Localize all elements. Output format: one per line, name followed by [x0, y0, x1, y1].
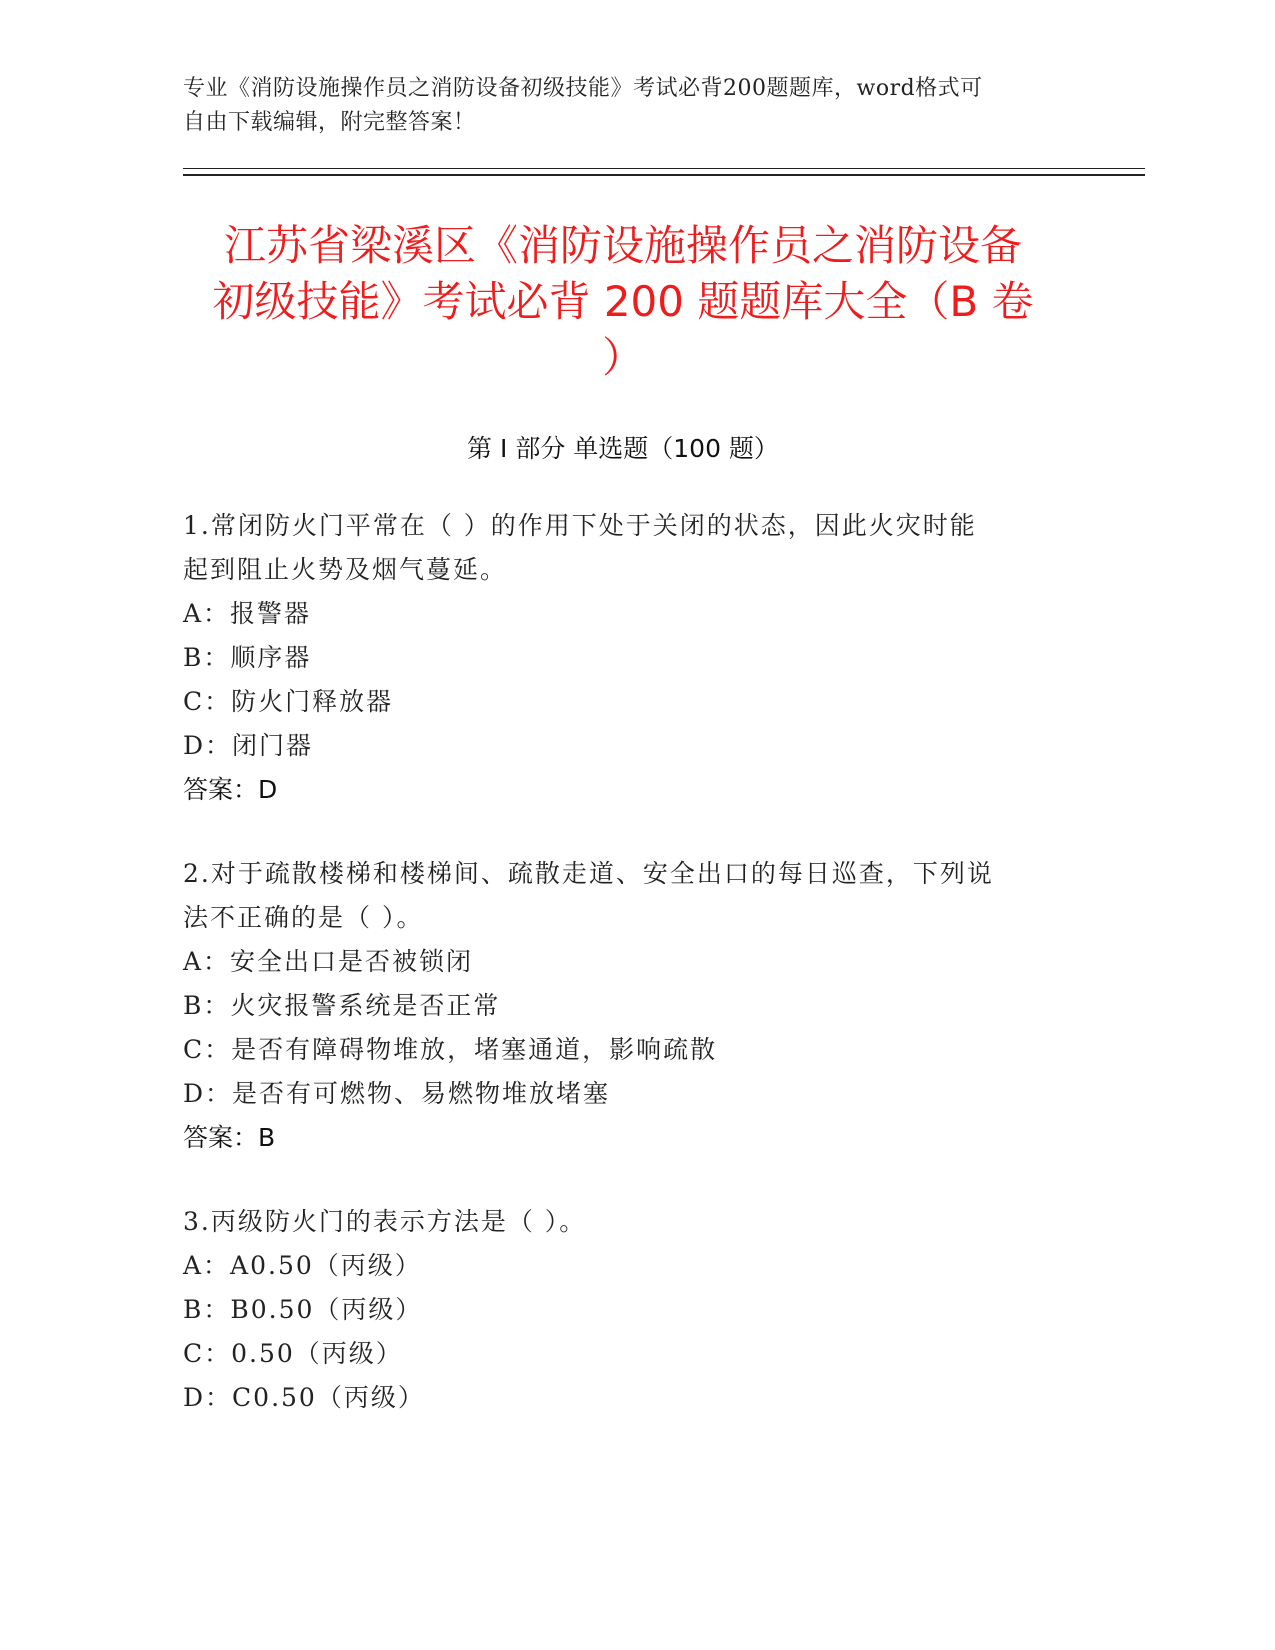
question-3: [183, 1200, 1083, 1420]
option-d: D：C0.50（丙级）: [183, 1383, 425, 1412]
option-a: A：安全出口是否被锁闭: [183, 947, 474, 976]
header-divider-thick: [183, 174, 1145, 176]
question-stem-line-1: 3.丙级防火门的表示方法是（ ）。: [183, 1207, 587, 1236]
question-1: [183, 504, 1083, 812]
document-title: [183, 218, 1063, 386]
title-line-3: ）: [601, 333, 644, 382]
option-d: D：闭门器: [183, 731, 314, 760]
header-note-line-1: 专业《消防设施操作员之消防设备初级技能》考试必背200题题库，word格式可: [183, 76, 983, 101]
answer: 答案：B: [183, 1123, 276, 1152]
option-c: C：是否有障碍物堆放，堵塞通道，影响疏散: [183, 1035, 718, 1064]
answer: 答案：D: [183, 775, 278, 804]
option-d: D：是否有可燃物、易燃物堆放堵塞: [183, 1079, 611, 1108]
question-stem-line-1: 1.常闭防火门平常在（ ）的作用下处于关闭的状态，因此火灾时能: [183, 511, 977, 540]
option-b: B：顺序器: [183, 643, 312, 672]
option-c: C：0.50（丙级）: [183, 1339, 403, 1368]
section-heading: 第 I 部分 单选题（100 题）: [467, 434, 779, 463]
header-note: [183, 72, 1063, 140]
option-b: B：火灾报警系统是否正常: [183, 991, 501, 1020]
question-stem-line-1: 2.对于疏散楼梯和楼梯间、疏散走道、安全出口的每日巡查，下列说: [183, 859, 994, 888]
option-a: A：报警器: [183, 599, 312, 628]
option-c: C：防火门释放器: [183, 687, 394, 716]
question-stem-line-2: 法不正确的是（ ）。: [183, 903, 424, 932]
question-stem-line-2: 起到阻止火势及烟气蔓延。: [183, 555, 508, 584]
question-stem: [183, 1200, 1083, 1244]
header-note-line-2: 自由下载编辑，附完整答案！: [183, 110, 476, 135]
question-stem: [183, 504, 1083, 592]
option-b: B：B0.50（丙级）: [183, 1295, 423, 1324]
title-line-1: 江苏省梁溪区《消防设施操作员之消防设备: [223, 221, 1022, 270]
option-a: A：A0.50（丙级）: [183, 1251, 422, 1280]
question-stem: [183, 852, 1083, 940]
question-2: [183, 852, 1083, 1160]
title-line-2: 初级技能》考试必背 200 题题库大全（B 卷: [212, 277, 1034, 326]
header-divider-thin: [183, 168, 1145, 169]
